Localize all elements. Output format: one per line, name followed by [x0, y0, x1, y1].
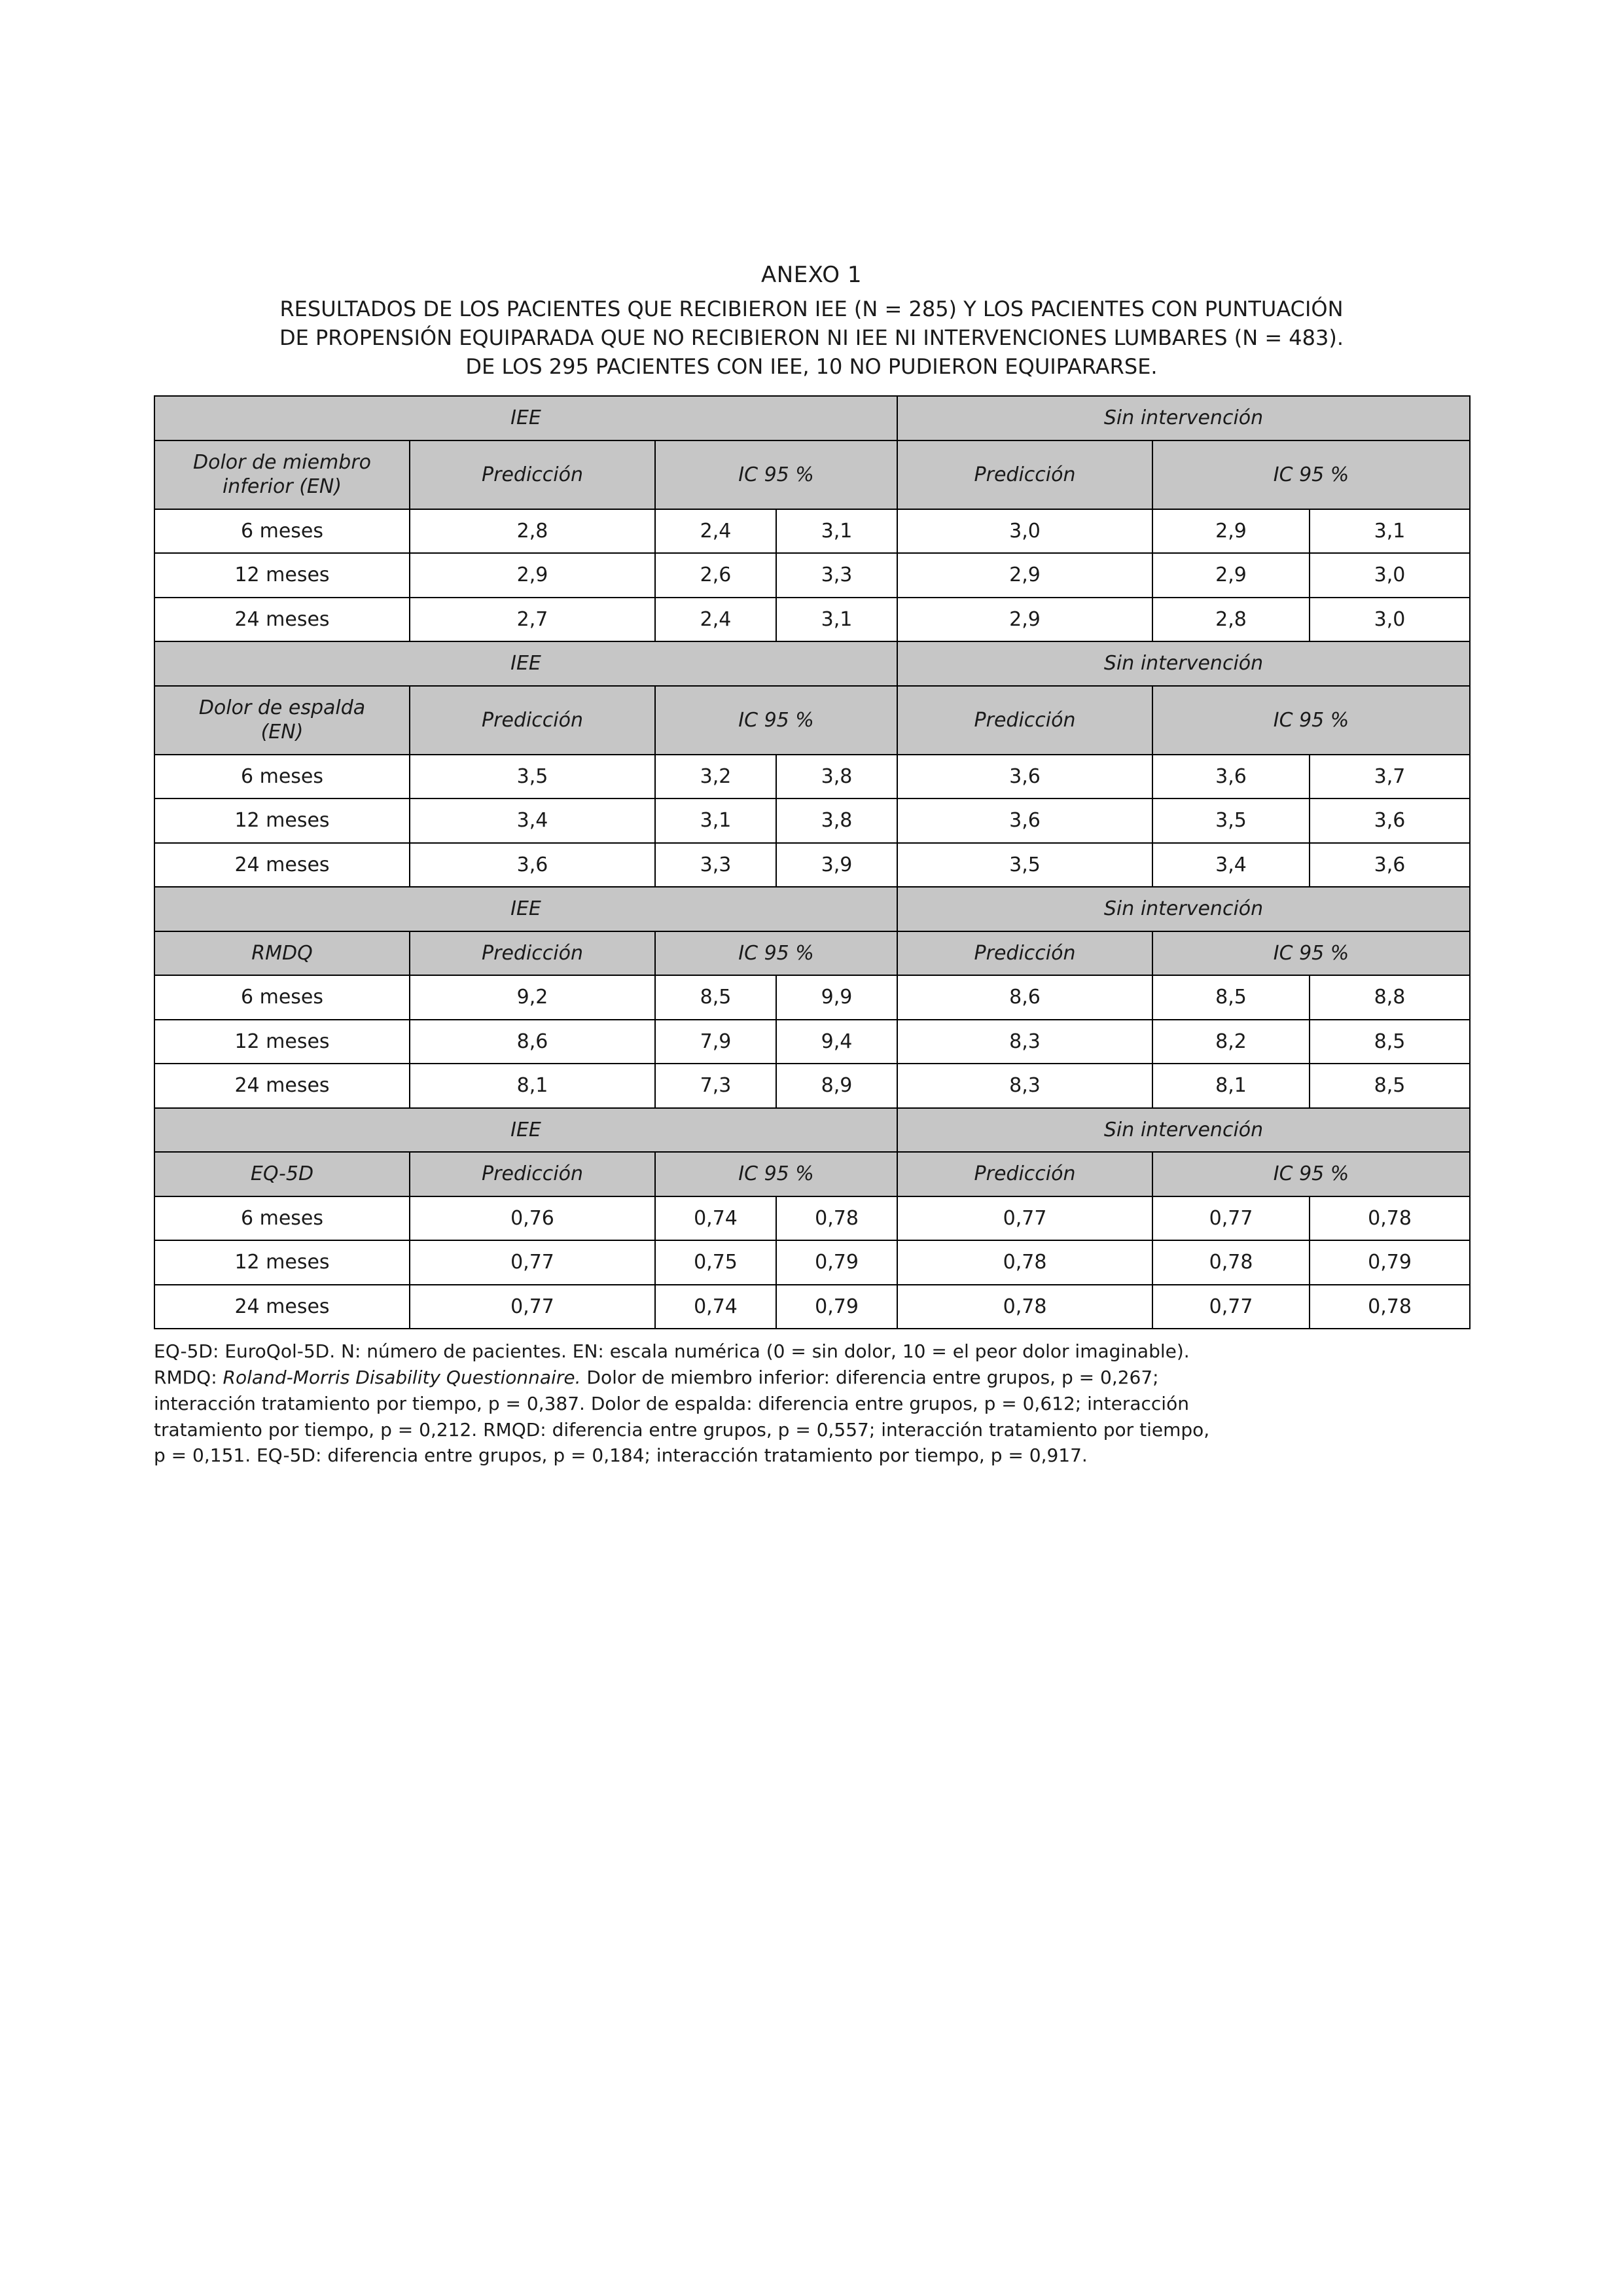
- cell-ctl-hi: 0,78: [1310, 1285, 1470, 1329]
- row-time-label: 6 meses: [154, 755, 410, 799]
- header-iee-ic95: IC 95 %: [655, 440, 897, 509]
- header-iee-prediccion: Predicción: [410, 440, 655, 509]
- footnote-line-2: [154, 1365, 1469, 1391]
- cell-iee-lo: 8,5: [655, 975, 776, 1020]
- table-band-row: [154, 1108, 1470, 1153]
- cell-iee-lo: 0,74: [655, 1196, 776, 1241]
- cell-ctl-pred: 0,78: [897, 1240, 1152, 1285]
- row-time-label: 6 meses: [154, 1196, 410, 1241]
- footnote-line-4: tratamiento por tiempo, p = 0,212. RMQD: diferencia entre grupos, p = 0,557; interacción tratamiento por tiempo,: [154, 1418, 1210, 1441]
- cell-ctl-pred: 8,3: [897, 1064, 1152, 1108]
- cell-iee-pred: 3,6: [410, 843, 655, 888]
- subtitle-line-2: DE PROPENSIÓN EQUIPARADA QUE NO RECIBIERON NI IEE NI INTERVENCIONES LUMBARES (N = 483).: [279, 325, 1344, 351]
- cell-ctl-pred: 8,3: [897, 1020, 1152, 1064]
- cell-ctl-hi: 3,6: [1310, 798, 1470, 843]
- cell-iee-hi: 3,1: [776, 598, 897, 642]
- header-ctl-prediccion: Predicción: [897, 931, 1152, 976]
- footnote-line-2-prefix: RMDQ:: [154, 1367, 223, 1389]
- table-header-row: [154, 1152, 1470, 1196]
- cell-ctl-lo: 2,8: [1152, 598, 1310, 642]
- row-time-label: 24 meses: [154, 1064, 410, 1108]
- cell-iee-pred: 0,77: [410, 1285, 655, 1329]
- row-time-label: 24 meses: [154, 843, 410, 888]
- cell-ctl-pred: 2,9: [897, 553, 1152, 598]
- cell-ctl-hi: 8,5: [1310, 1020, 1470, 1064]
- cell-ctl-lo: 3,5: [1152, 798, 1310, 843]
- header-ctl-ic95: IC 95 %: [1152, 1152, 1470, 1196]
- header-iee-prediccion: Predicción: [410, 931, 655, 976]
- subtitle-line-3: DE LOS 295 PACIENTES CON IEE, 10 NO PUDIERON EQUIPARARSE.: [465, 354, 1158, 380]
- cell-iee-lo: 0,75: [655, 1240, 776, 1285]
- cell-ctl-lo: 3,4: [1152, 843, 1310, 888]
- cell-ctl-lo: 3,6: [1152, 755, 1310, 799]
- cell-iee-pred: 8,1: [410, 1064, 655, 1108]
- cell-ctl-hi: 3,1: [1310, 509, 1470, 554]
- results-table: [154, 395, 1471, 1329]
- cell-iee-lo: 2,6: [655, 553, 776, 598]
- cell-ctl-hi: 8,5: [1310, 1064, 1470, 1108]
- cell-iee-hi: 3,3: [776, 553, 897, 598]
- cell-iee-lo: 7,9: [655, 1020, 776, 1064]
- cell-ctl-lo: 0,77: [1152, 1196, 1310, 1241]
- cell-iee-lo: 3,3: [655, 843, 776, 888]
- cell-ctl-pred: 0,78: [897, 1285, 1152, 1329]
- header-iee-ic95: IC 95 %: [655, 1152, 897, 1196]
- cell-iee-lo: 2,4: [655, 509, 776, 554]
- table-row: [154, 843, 1470, 888]
- cell-ctl-hi: 0,78: [1310, 1196, 1470, 1241]
- cell-ctl-pred: 3,0: [897, 509, 1152, 554]
- cell-ctl-lo: 2,9: [1152, 509, 1310, 554]
- cell-iee-pred: 2,9: [410, 553, 655, 598]
- cell-ctl-lo: 0,77: [1152, 1285, 1310, 1329]
- cell-ctl-lo: 2,9: [1152, 553, 1310, 598]
- band-sin-intervencion: Sin intervención: [897, 887, 1470, 931]
- row-time-label: 24 meses: [154, 598, 410, 642]
- header-ctl-ic95: IC 95 %: [1152, 931, 1470, 976]
- cell-ctl-pred: 0,77: [897, 1196, 1152, 1241]
- footnote-reference-italic: Roland-Morris Disability Questionnaire.: [223, 1367, 581, 1389]
- header-iee-ic95: IC 95 %: [655, 931, 897, 976]
- table-row: [154, 1196, 1470, 1241]
- cell-ctl-hi: 3,0: [1310, 598, 1470, 642]
- cell-ctl-lo: 8,2: [1152, 1020, 1310, 1064]
- band-sin-intervencion: Sin intervención: [897, 396, 1470, 440]
- page-subtitle: [154, 295, 1469, 381]
- header-iee-ic95: IC 95 %: [655, 686, 897, 755]
- cell-iee-lo: 2,4: [655, 598, 776, 642]
- group-label-1: [154, 686, 410, 755]
- group-label-0-line1: Dolor de miembro: [192, 450, 372, 474]
- table-row: [154, 975, 1470, 1020]
- band-iee: IEE: [154, 887, 897, 931]
- table-header-row: [154, 931, 1470, 976]
- cell-iee-pred: 2,7: [410, 598, 655, 642]
- footnote-line-5: p = 0,151. EQ-5D: diferencia entre grupos, p = 0,184; interacción tratamiento por tiempo, p = 0,917.: [154, 1444, 1088, 1467]
- cell-iee-lo: 3,1: [655, 798, 776, 843]
- cell-iee-pred: 3,5: [410, 755, 655, 799]
- group-label-0-line2: inferior (EN): [222, 475, 342, 499]
- cell-iee-pred: 8,6: [410, 1020, 655, 1064]
- cell-iee-pred: 9,2: [410, 975, 655, 1020]
- cell-iee-hi: 0,79: [776, 1285, 897, 1329]
- table-header-row: [154, 686, 1470, 755]
- band-sin-intervencion: Sin intervención: [897, 1108, 1470, 1153]
- group-label-1-line2: (EN): [260, 721, 304, 744]
- cell-iee-hi: 8,9: [776, 1064, 897, 1108]
- table-row: [154, 1240, 1470, 1285]
- band-sin-intervencion: Sin intervención: [897, 641, 1470, 686]
- page-title: ANEXO 1: [761, 262, 862, 288]
- table-row: [154, 755, 1470, 799]
- band-iee: IEE: [154, 396, 897, 440]
- cell-ctl-pred: 3,6: [897, 755, 1152, 799]
- table-band-row: [154, 887, 1470, 931]
- cell-ctl-pred: 2,9: [897, 598, 1152, 642]
- cell-ctl-hi: 8,8: [1310, 975, 1470, 1020]
- cell-iee-hi: 0,79: [776, 1240, 897, 1285]
- cell-ctl-hi: 3,6: [1310, 843, 1470, 888]
- header-ctl-ic95: IC 95 %: [1152, 440, 1470, 509]
- footnote-line-3: interacción tratamiento por tiempo, p = 0,387. Dolor de espalda: diferencia entre grupos, p = 0,612; interacción: [154, 1392, 1189, 1414]
- cell-iee-pred: 0,77: [410, 1240, 655, 1285]
- group-label-0: [154, 440, 410, 509]
- cell-iee-lo: 3,2: [655, 755, 776, 799]
- cell-iee-lo: 7,3: [655, 1064, 776, 1108]
- cell-iee-hi: 9,4: [776, 1020, 897, 1064]
- table-row: [154, 1285, 1470, 1329]
- cell-iee-hi: 3,8: [776, 798, 897, 843]
- header-ctl-ic95: IC 95 %: [1152, 686, 1470, 755]
- cell-ctl-lo: 8,5: [1152, 975, 1310, 1020]
- table-band-row: [154, 641, 1470, 686]
- header-iee-prediccion: Predicción: [410, 686, 655, 755]
- table-footnote: [154, 1338, 1469, 1469]
- row-time-label: 12 meses: [154, 1240, 410, 1285]
- cell-ctl-pred: 3,6: [897, 798, 1152, 843]
- cell-iee-hi: 9,9: [776, 975, 897, 1020]
- cell-iee-pred: 0,76: [410, 1196, 655, 1241]
- cell-ctl-lo: 0,78: [1152, 1240, 1310, 1285]
- cell-iee-pred: 2,8: [410, 509, 655, 554]
- row-time-label: 12 meses: [154, 553, 410, 598]
- cell-iee-lo: 0,74: [655, 1285, 776, 1329]
- table-row: [154, 598, 1470, 642]
- cell-iee-hi: 0,78: [776, 1196, 897, 1241]
- header-ctl-prediccion: Predicción: [897, 440, 1152, 509]
- cell-ctl-pred: 8,6: [897, 975, 1152, 1020]
- cell-ctl-lo: 8,1: [1152, 1064, 1310, 1108]
- table-band-row: [154, 396, 1470, 440]
- cell-ctl-hi: 3,7: [1310, 755, 1470, 799]
- cell-ctl-hi: 0,79: [1310, 1240, 1470, 1285]
- table-row: [154, 798, 1470, 843]
- footnote-line-1: EQ-5D: EuroQol-5D. N: número de pacientes. EN: escala numérica (0 = sin dolor, 10 = el peor dolor imaginable).: [154, 1340, 1190, 1363]
- row-time-label: 6 meses: [154, 975, 410, 1020]
- subtitle-line-1: RESULTADOS DE LOS PACIENTES QUE RECIBIERON IEE (N = 285) Y LOS PACIENTES CON PUNTUACIÓN: [279, 296, 1344, 321]
- group-label-2: RMDQ: [154, 931, 410, 976]
- cell-ctl-hi: 3,0: [1310, 553, 1470, 598]
- cell-iee-hi: 3,8: [776, 755, 897, 799]
- header-ctl-prediccion: Predicción: [897, 1152, 1152, 1196]
- table-row: [154, 1064, 1470, 1108]
- header-iee-prediccion: Predicción: [410, 1152, 655, 1196]
- band-iee: IEE: [154, 1108, 897, 1153]
- cell-iee-hi: 3,9: [776, 843, 897, 888]
- band-iee: IEE: [154, 641, 897, 686]
- group-label-3: EQ-5D: [154, 1152, 410, 1196]
- cell-iee-pred: 3,4: [410, 798, 655, 843]
- cell-iee-hi: 3,1: [776, 509, 897, 554]
- row-time-label: 6 meses: [154, 509, 410, 554]
- table-row: [154, 509, 1470, 554]
- row-time-label: 12 meses: [154, 798, 410, 843]
- footnote-line-2-suffix: Dolor de miembro inferior: diferencia entre grupos, p = 0,267;: [580, 1367, 1159, 1389]
- row-time-label: 12 meses: [154, 1020, 410, 1064]
- group-label-1-line1: Dolor de espalda: [198, 696, 366, 719]
- table-row: [154, 1020, 1470, 1064]
- table-row: [154, 553, 1470, 598]
- cell-ctl-pred: 3,5: [897, 843, 1152, 888]
- row-time-label: 24 meses: [154, 1285, 410, 1329]
- table-header-row: [154, 440, 1470, 509]
- header-ctl-prediccion: Predicción: [897, 686, 1152, 755]
